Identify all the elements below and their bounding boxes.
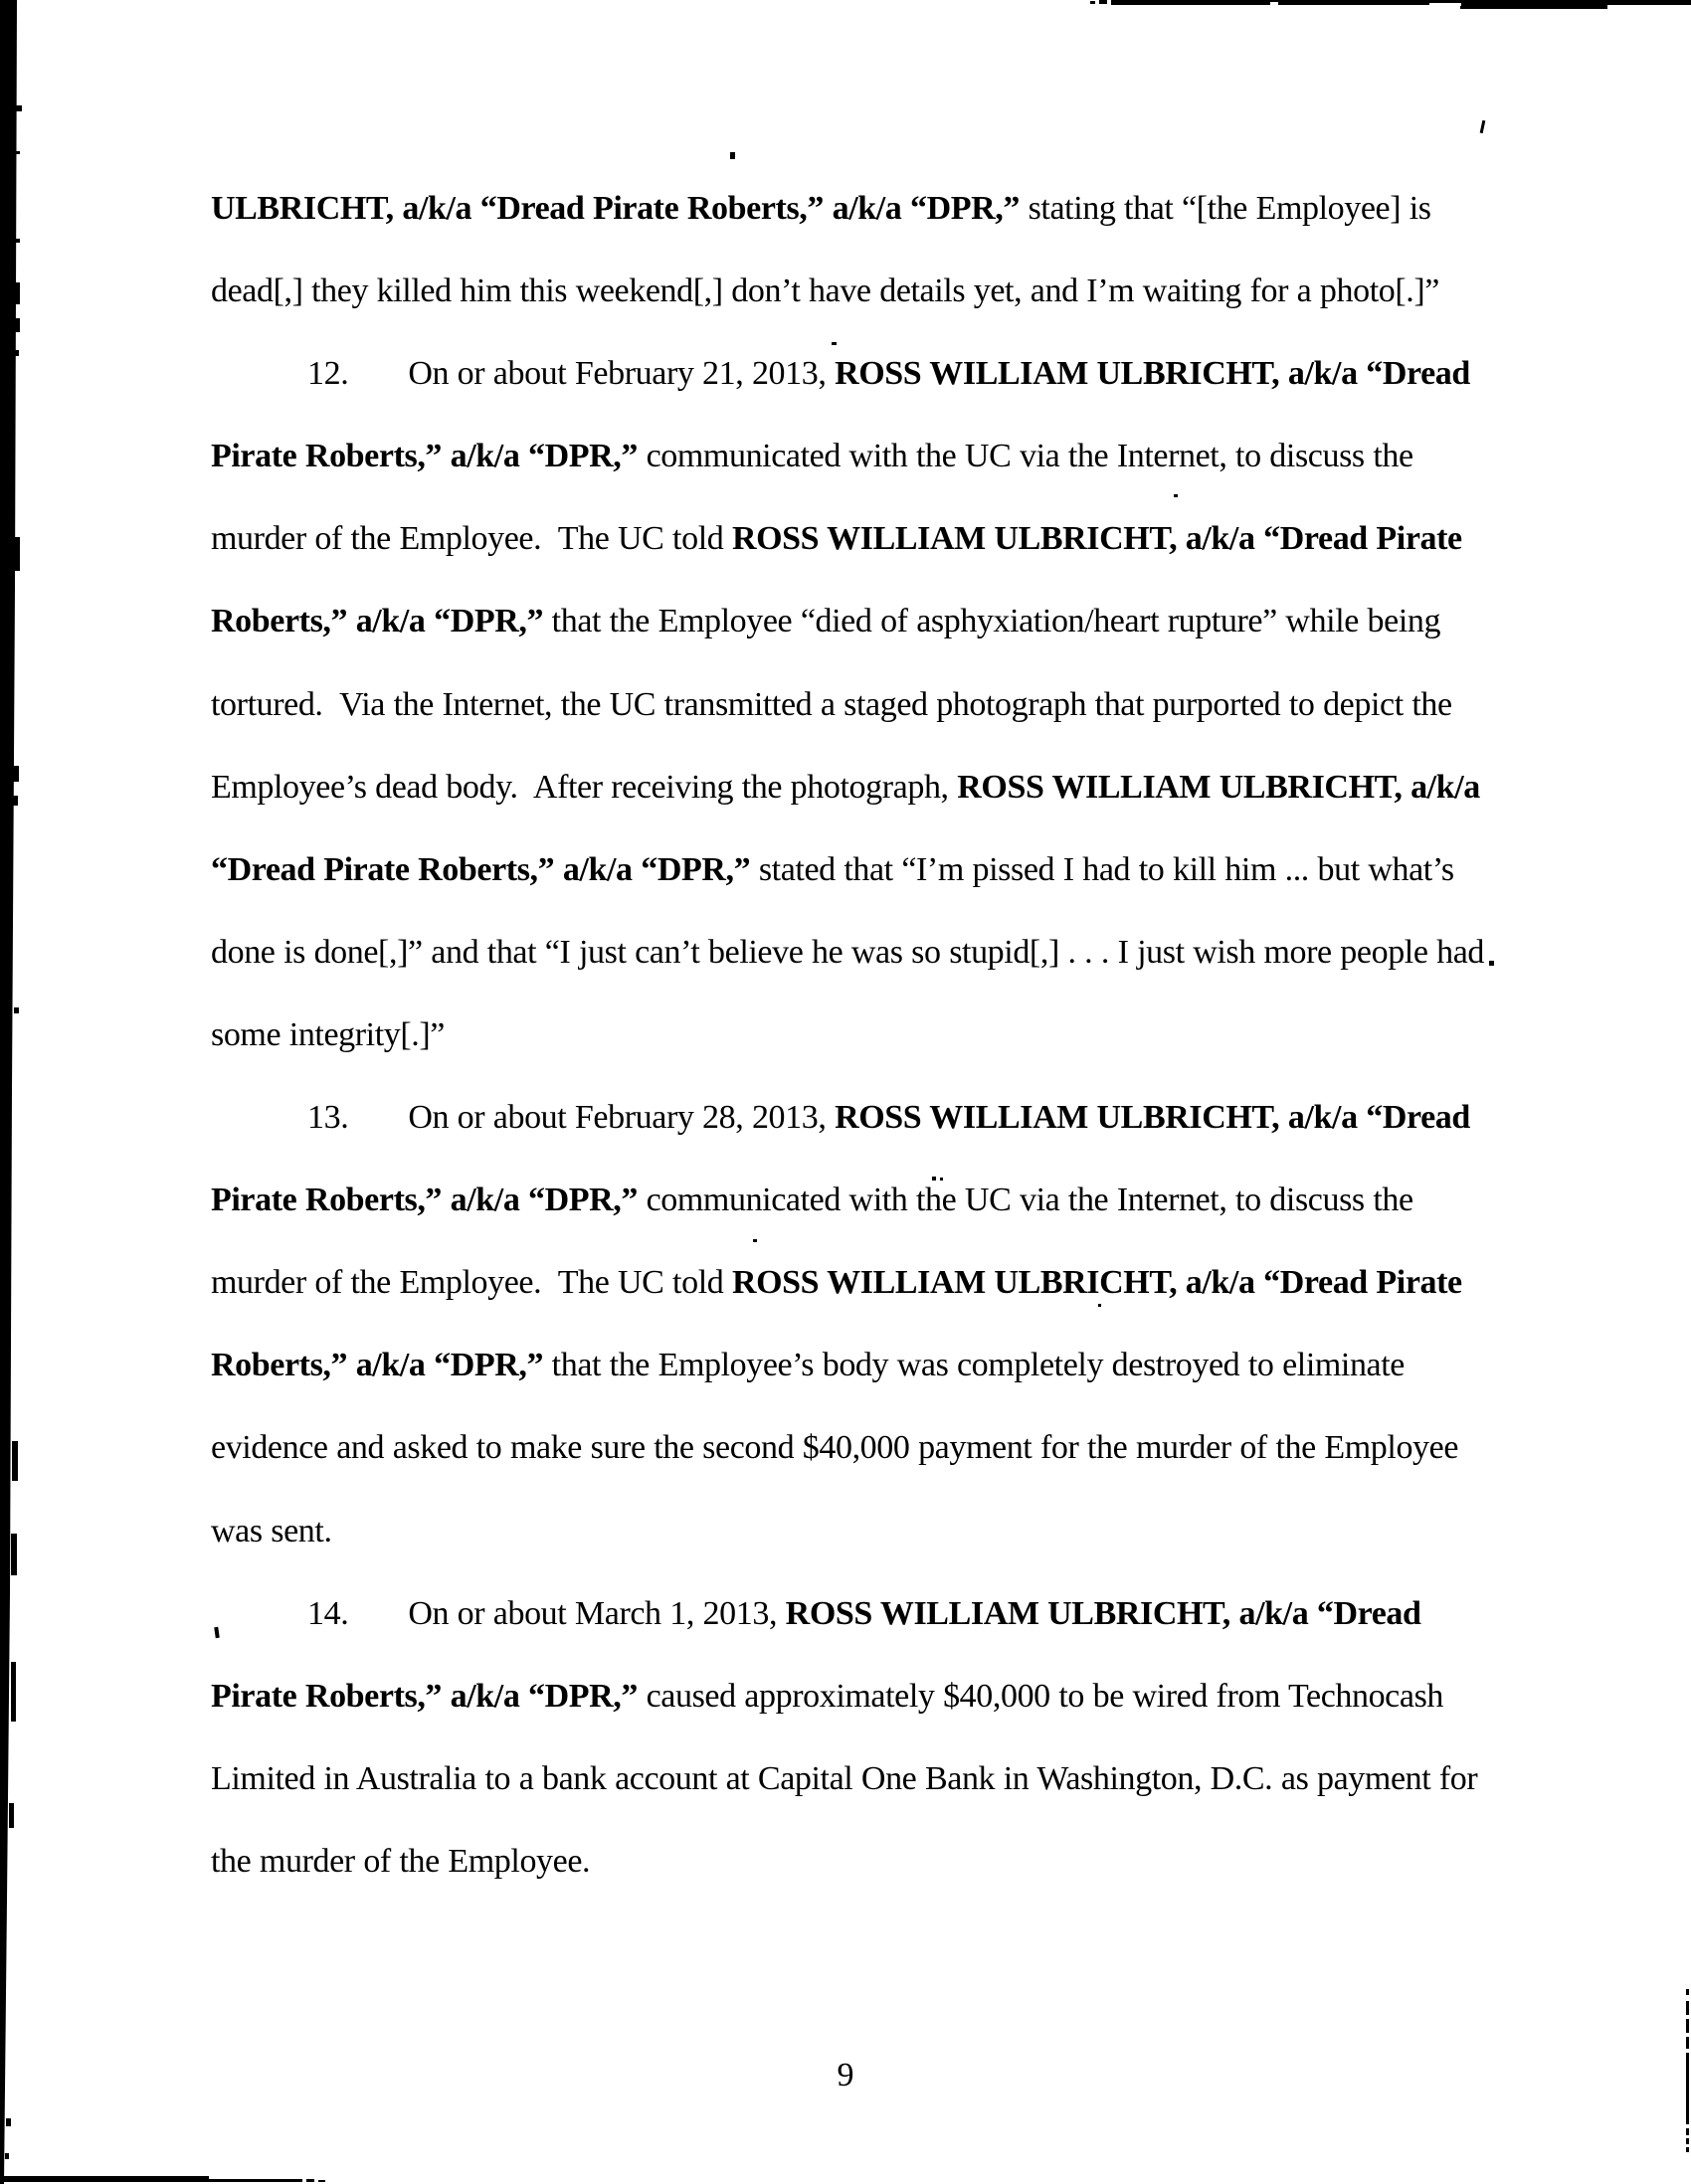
text-segment: Employee’s dead body. After receiving the photograph,	[211, 768, 958, 806]
text-segment: the murder of the Employee.	[211, 1842, 591, 1880]
text-segment: that the Employee’s body was completely destroyed to eliminate	[543, 1347, 1405, 1384]
scan-tick	[13, 796, 18, 806]
scan-edge-right	[1686, 2147, 1689, 2152]
scan-tick	[9, 1803, 14, 1828]
text-segment: communicated with the UC via the Internet, to discuss the	[638, 1182, 1413, 1219]
bold-text-segment: Roberts,” a/k/a “DPR,”	[211, 1347, 544, 1384]
scan-tick	[14, 1007, 19, 1013]
text-line	[211, 1820, 1544, 1903]
text-segment: tortured. Via the Internet, the UC transmitted a staged photograph that purported to depict the	[211, 685, 1452, 723]
scan-tick	[5, 2153, 9, 2159]
bold-text-segment: Pirate Roberts,” a/k/a “DPR,”	[211, 1182, 638, 1219]
text-line	[211, 1406, 1544, 1489]
text-segment: that the Employee “died of asphyxiation/heart rupture” while being	[543, 603, 1441, 640]
scan-edge-bottom	[318, 2180, 325, 2182]
scan-tick	[15, 151, 20, 154]
text-segment: murder of the Employee. The UC told	[211, 1264, 732, 1302]
text-segment: murder of the Employee. The UC told	[211, 520, 732, 558]
text-line	[211, 415, 1544, 497]
scan-speck	[832, 342, 837, 345]
text-line	[211, 250, 1544, 332]
text-segment: On or about February 21, 2013,	[408, 355, 836, 393]
scan-edge-top	[1460, 0, 1607, 9]
scan-tick	[15, 318, 20, 332]
bold-text-segment: Roberts,” a/k/a “DPR,”	[211, 603, 544, 640]
text-segment: was sent.	[211, 1512, 332, 1549]
page-number: 9	[837, 2057, 854, 2093]
text-segment: On or about February 28, 2013,	[408, 1099, 836, 1137]
scan-tick	[6, 2118, 11, 2126]
scan-edge-right	[1686, 2053, 1689, 2124]
bold-text-segment: ULBRICHT, a/k/a “Dread Pirate Roberts,” a/k/a “DPR,”	[211, 190, 1020, 227]
bold-text-segment: ROSS WILLIAM ULBRICHT, a/k/a “Dread	[785, 1594, 1421, 1632]
paragraph-number: 14.	[307, 1594, 349, 1632]
bold-text-segment: ROSS WILLIAM ULBRICHT, a/k/a	[957, 768, 1480, 806]
scan-tick	[11, 1534, 17, 1575]
scan-speck	[730, 152, 735, 159]
scan-edge-bottom	[306, 2179, 314, 2182]
scan-speck	[932, 1177, 936, 1181]
bold-text-segment: ROSS WILLIAM ULBRICHT, a/k/a “Dread Pirate	[731, 1264, 1462, 1302]
scan-tick	[12, 1441, 18, 1481]
text-line	[211, 1324, 1544, 1406]
text-segment: evidence and asked to make sure the second $40,000 payment for the murder of the Employee	[211, 1429, 1459, 1467]
bold-text-segment: Pirate Roberts,” a/k/a “DPR,”	[211, 438, 638, 475]
scan-speck	[1174, 494, 1178, 497]
scan-edge-top-notch	[1429, 3, 1461, 6]
scan-speck	[1489, 961, 1494, 966]
text-line	[211, 663, 1544, 746]
text-line	[211, 167, 1544, 250]
bold-text-segment: ROSS WILLIAM ULBRICHT, a/k/a “Dread	[835, 1099, 1470, 1137]
scan-tick	[15, 282, 20, 304]
text-line	[211, 1572, 1544, 1655]
text-segment: Limited in Australia to a bank account at Capital One Bank in Washington, D.C. as payment for	[211, 1759, 1478, 1797]
bold-text-segment: “Dread Pirate Roberts,” a/k/a “DPR,”	[211, 850, 751, 888]
paragraph-number: 12.	[307, 355, 349, 393]
text-segment: caused approximately $40,000 to be wired from Technocash	[638, 1677, 1444, 1715]
text-segment: communicated with the UC via the Internet, to discuss the	[638, 438, 1413, 475]
text-segment: done is done[,]” and that “I just can’t believe he was so stupid[,] . . . I just wish more people had	[211, 933, 1485, 971]
text-line	[211, 746, 1544, 828]
text-line	[211, 1737, 1544, 1820]
scan-edge-bottom	[209, 2179, 302, 2182]
text-line	[211, 580, 1544, 662]
scan-tick	[11, 1662, 16, 1722]
scan-edge-right	[1686, 1989, 1689, 1995]
scan-edge-right	[1686, 2128, 1689, 2135]
bold-text-segment: ROSS WILLIAM ULBRICHT, a/k/a “Dread	[835, 355, 1470, 393]
scan-tick	[16, 239, 20, 243]
scan-tick	[14, 537, 20, 571]
text-line	[211, 1241, 1544, 1324]
text-line	[211, 994, 1544, 1076]
document-lines	[211, 167, 1544, 1903]
scan-speck	[940, 1178, 943, 1181]
text-line	[211, 1076, 1544, 1159]
scan-edge-top	[1099, 0, 1107, 4]
scan-tick	[14, 105, 22, 111]
scan-speck	[1480, 120, 1486, 133]
paragraph-number: 13.	[307, 1099, 349, 1137]
scan-edge-right	[1686, 2037, 1689, 2049]
scan-speck	[753, 1239, 757, 1242]
scan-tick	[13, 766, 19, 782]
text-line	[211, 828, 1544, 911]
text-segment: dead[,] they killed him this weekend[,] don’t have details yet, and I’m waiting for a photo[.]”	[211, 273, 1439, 310]
text-line	[211, 1159, 1544, 1241]
text-line	[211, 1655, 1544, 1737]
scan-tick	[15, 350, 19, 356]
text-segment: On or about March 1, 2013,	[408, 1594, 786, 1632]
bold-text-segment: Pirate Roberts,” a/k/a “DPR,”	[211, 1677, 638, 1715]
bold-text-segment: ROSS WILLIAM ULBRICHT, a/k/a “Dread Pirate	[731, 520, 1462, 558]
text-line	[211, 1490, 1544, 1572]
scan-edge-right	[1686, 2138, 1689, 2144]
text-line	[211, 497, 1544, 580]
text-segment: stating that “[the Employee] is	[1019, 190, 1431, 227]
text-segment: stated that “I’m pissed I had to kill him ... but what’s	[750, 850, 1454, 888]
text-line	[211, 911, 1544, 994]
text-segment: some integrity[.]”	[211, 1015, 446, 1053]
scan-edge-right	[1686, 2019, 1689, 2033]
scan-edge-top-notch	[1270, 2, 1278, 6]
scan-edge-bottom	[4, 2176, 209, 2182]
scan-speck	[1098, 1304, 1101, 1307]
scan-edge-right	[1686, 2001, 1689, 2015]
text-line	[211, 332, 1544, 415]
scan-edge-top	[1090, 1, 1095, 4]
